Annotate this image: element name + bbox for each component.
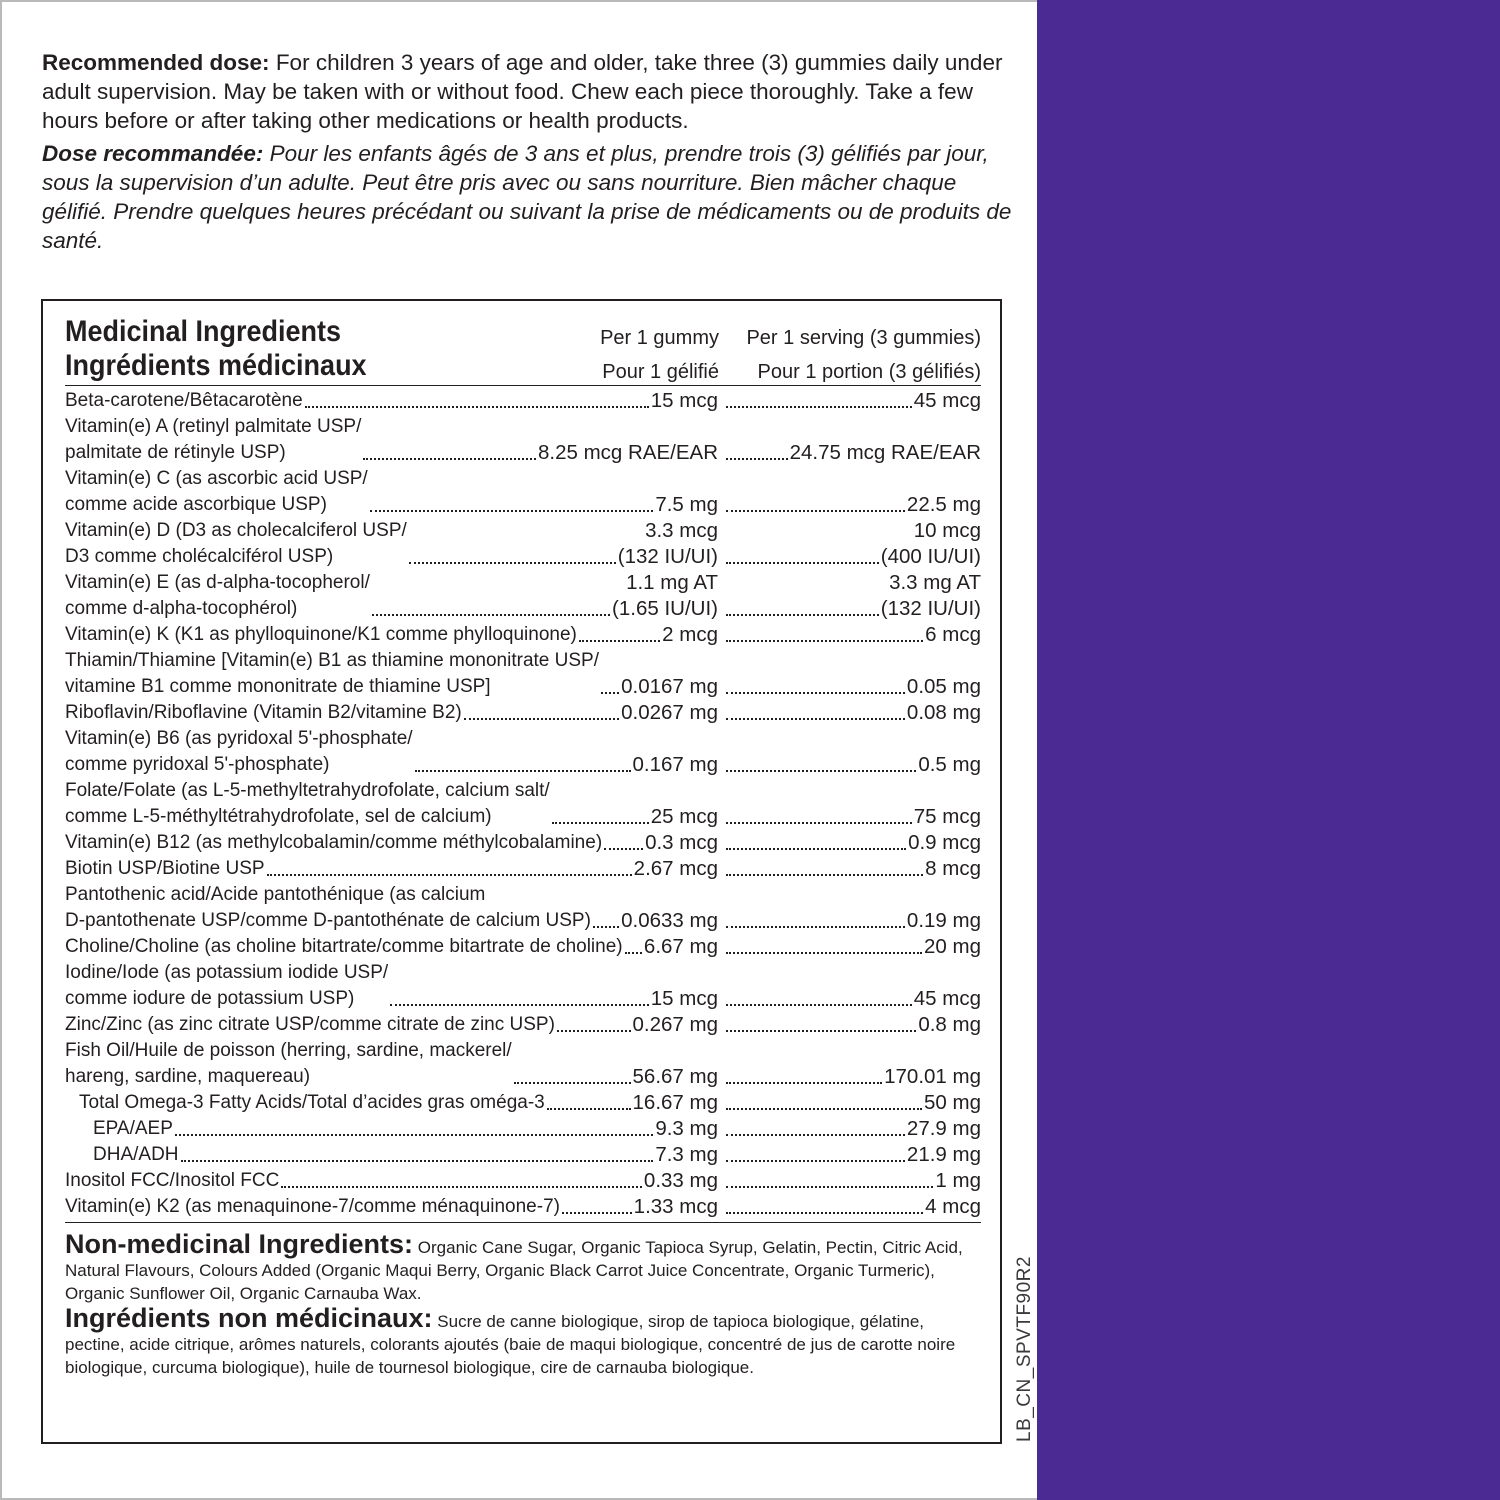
ingredient-row — [65, 466, 981, 518]
amount-per-serving: 8 mcg — [925, 857, 981, 880]
ingredient-name: Riboflavin/Riboflavine (Vitamin B2/vitamine B2) — [65, 702, 462, 723]
ingredient-row — [65, 960, 981, 1012]
dot-leader — [726, 1108, 922, 1110]
ingredient-name: Fish Oil/Huile de poisson (herring, sardine, mackerel/ hareng, sardine, maquereau) — [65, 1040, 512, 1087]
dot-leader — [726, 692, 905, 694]
ingredient-name: EPA/AEP — [93, 1118, 173, 1139]
dot-leader — [726, 848, 906, 850]
nonmed-fr — [65, 1303, 981, 1379]
ingredient-name: Zinc/Zinc (as zinc citrate USP/comme citrate de zinc USP) — [65, 1014, 555, 1035]
dot-leader — [726, 510, 905, 512]
dot-leader — [557, 1030, 631, 1032]
amount-per-serving: 45 mcg — [913, 987, 981, 1010]
ingredient-row — [65, 882, 981, 934]
amount-per-gummy: 0.167 mg — [632, 753, 718, 776]
amount-per-gummy: 3.3 mcg (132 IU/UI) — [617, 519, 718, 568]
dose-fr-heading: Dose recommandée: — [42, 141, 264, 166]
amount-per-serving: 75 mcg — [913, 805, 981, 828]
dose-en — [42, 48, 1017, 135]
dot-leader — [726, 952, 922, 954]
dot-leader — [726, 1186, 933, 1188]
dot-leader — [370, 510, 654, 512]
amount-per-serving: 0.05 mg — [906, 675, 981, 698]
ingredient-row — [65, 1012, 981, 1038]
amount-per-gummy: 16.67 mg — [632, 1091, 718, 1114]
ingredient-name: Vitamin(e) D (D3 as cholecalciferol USP/ D3 comme cholécalciférol USP) — [65, 520, 407, 567]
ingredient-name: Vitamin(e) K2 (as menaquinone-7/comme ménaquinone-7) — [65, 1196, 560, 1217]
nonmed-en-text: Organic Cane Sugar, Organic Tapioca Syrup, Gelatin, Pectin, Citric Acid, Natural Flavours, Colours Added (Organic Maqui Berry, Organic Black Carrot Juice Concentrate, Organic Turmeric), Organic Sunflower Oil, Organic Carnauba Wax. — [65, 1238, 963, 1303]
ingredient-row — [65, 856, 981, 882]
dot-leader — [726, 640, 923, 642]
dose-fr — [42, 139, 1017, 255]
amount-per-serving: 50 mg — [924, 1091, 981, 1114]
ingredient-name: Vitamin(e) E (as d-alpha-tocopherol/ comme d-alpha-tocophérol) — [65, 572, 370, 619]
ingredient-name: Inositol FCC/Inositol FCC — [65, 1170, 280, 1191]
amount-per-gummy: 7.5 mg — [655, 493, 718, 516]
ingredient-name: Folate/Folate (as L-5-methyltetrahydrofolate, calcium salt/ comme L-5-méthyltétrahydrofolate, sel de calcium) — [65, 780, 550, 827]
dot-leader — [726, 1134, 905, 1136]
dot-leader — [305, 406, 649, 408]
dot-leader — [726, 1004, 912, 1006]
amount-per-gummy: 56.67 mg — [632, 1065, 718, 1088]
column-header-per-gummy — [600, 321, 719, 389]
amount-per-serving: 0.19 mg — [906, 909, 981, 932]
ingredient-rows — [65, 388, 981, 1223]
amount-per-serving: 27.9 mg — [906, 1117, 981, 1140]
dot-leader — [726, 1160, 905, 1162]
dot-leader — [363, 458, 536, 460]
amount-per-gummy: 8.25 mcg RAE/EAR — [537, 441, 718, 464]
ingredient-name: Vitamin(e) B12 (as methylcobalamin/comme méthylcobalamine) — [65, 832, 603, 853]
ingredient-name: Thiamin/Thiamine [Vitamin(e) B1 as thiamine mononitrate USP/ vitamine B1 comme mononitrate de thiamine USP] — [65, 650, 599, 697]
amount-per-gummy: 0.0633 mg — [621, 909, 718, 932]
amount-per-gummy: 0.0167 mg — [621, 675, 718, 698]
ingredient-name: Choline/Choline (as choline bitartrate/comme bitartrate de choline) — [65, 936, 623, 957]
ingredient-row — [65, 414, 981, 466]
dot-leader — [409, 562, 616, 564]
amount-per-gummy: 6.67 mg — [643, 935, 718, 958]
amount-per-gummy: 0.33 mg — [643, 1169, 718, 1192]
ingredient-row — [65, 830, 981, 856]
nonmed-fr-text: Sucre de canne biologique, sirop de tapioca biologique, gélatine, pectine, acide citrique, arômes naturels, colorants ajoutés (baie de maqui biologique, concentré de jus de carotte noire biologique, curcuma biologique), huile de tournesol biologique, cire de carnauba biologique. — [65, 1312, 956, 1377]
ingredient-name: Total Omega-3 Fatty Acids/Total d’acides gras oméga-3 — [79, 1092, 545, 1113]
amount-per-gummy: 2 mcg — [662, 623, 718, 646]
dot-leader — [593, 926, 619, 928]
dot-leader — [726, 718, 905, 720]
non-medicinal-ingredients — [65, 1229, 981, 1379]
title-en: Medicinal Ingredients — [65, 315, 342, 348]
title-fr: Ingrédients médicinaux — [65, 349, 367, 382]
ingredient-row — [65, 1142, 981, 1168]
ingredient-row — [65, 648, 981, 700]
amount-per-serving: 6 mcg — [925, 623, 981, 646]
dose-fr-text: Pour les enfants âgés de 3 ans et plus, prendre trois (3) gélifiés par jour, sous la supervision d’un adulte. Peut être pris avec ou sans nourriture. Bien mâcher chaque gélifié. Prendre quelques heures précédant ou suivant la prise de médicaments ou de produits de santé. — [42, 141, 1012, 253]
amount-per-serving: 4 mcg — [925, 1195, 981, 1218]
ingredient-row — [65, 622, 981, 648]
ingredient-row — [65, 388, 981, 414]
amount-per-serving: 10 mcg (400 IU/UI) — [880, 519, 981, 568]
amount-per-gummy: 0.267 mg — [632, 1013, 718, 1036]
amount-per-gummy: 25 mcg — [650, 805, 718, 828]
ingredient-row — [65, 1168, 981, 1194]
dot-leader — [604, 848, 643, 850]
dot-leader — [726, 614, 879, 616]
ingredient-row — [65, 934, 981, 960]
recommended-dose — [42, 48, 1017, 259]
dot-leader — [562, 1212, 632, 1214]
amount-per-serving: 45 mcg — [913, 389, 981, 412]
dot-leader — [726, 1212, 923, 1214]
amount-per-gummy: 0.0267 mg — [621, 701, 718, 724]
table-title — [65, 315, 367, 383]
ingredient-row — [65, 1194, 981, 1223]
dot-leader — [601, 692, 619, 694]
dot-leader — [579, 640, 660, 642]
amount-per-serving: 0.5 mg — [918, 753, 981, 776]
ingredient-row — [65, 1090, 981, 1116]
dose-en-text: For children 3 years of age and older, take three (3) gummies daily under adult supervision. May be taken with or without food. Chew each piece thoroughly. Take a few hours before or after taking other medications or health products. — [42, 50, 1003, 133]
dot-leader — [726, 874, 923, 876]
amount-per-serving: 1 mg — [935, 1169, 981, 1192]
ingredient-row — [65, 1116, 981, 1142]
dot-leader — [547, 1108, 631, 1110]
dot-leader — [726, 1030, 916, 1032]
amount-per-gummy: 15 mcg — [650, 987, 718, 1010]
dot-leader — [726, 926, 905, 928]
ingredient-row — [65, 518, 981, 570]
col2-en: Per 1 serving (3 gummies) — [746, 327, 981, 349]
nonmed-en — [65, 1229, 981, 1305]
amount-per-serving: 20 mg — [924, 935, 981, 958]
dot-leader — [726, 562, 879, 564]
amount-per-gummy: 0.3 mcg — [645, 831, 718, 854]
amount-per-gummy: 15 mcg — [650, 389, 718, 412]
ingredient-name: DHA/ADH — [93, 1144, 179, 1165]
dot-leader — [726, 1082, 882, 1084]
dot-leader — [726, 770, 916, 772]
dot-leader — [415, 770, 631, 772]
ingredient-row — [65, 1038, 981, 1090]
amount-per-gummy: 1.1 mg AT (1.65 IU/UI) — [612, 571, 718, 620]
label-code: LB_CN_SPVTF90R2 — [1014, 1256, 1035, 1442]
col1-en: Per 1 gummy — [600, 327, 719, 349]
nonmed-fr-heading: Ingrédients non médicinaux: — [65, 1303, 433, 1333]
amount-per-serving: 0.08 mg — [906, 701, 981, 724]
col2-fr: Pour 1 portion (3 gélifiés) — [757, 361, 981, 383]
ingredient-name: Beta-carotene/Bêtacarotène — [65, 390, 303, 411]
ingredient-name: Vitamin(e) C (as ascorbic acid USP/ comme acide ascorbique USP) — [65, 468, 368, 515]
dot-leader — [552, 822, 649, 824]
ingredient-row — [65, 700, 981, 726]
amount-per-serving: 21.9 mg — [906, 1143, 981, 1166]
dot-leader — [372, 614, 610, 616]
amount-per-gummy: 7.3 mg — [655, 1143, 718, 1166]
amount-per-gummy: 2.67 mcg — [633, 857, 718, 880]
dot-leader — [726, 822, 912, 824]
dot-leader — [514, 1082, 631, 1084]
amount-per-serving: 0.8 mg — [918, 1013, 981, 1036]
column-header-per-serving — [746, 321, 981, 389]
amount-per-serving: 170.01 mg — [884, 1065, 981, 1088]
col1-fr: Pour 1 gélifié — [602, 361, 719, 383]
ingredient-row — [65, 570, 981, 622]
amount-per-gummy: 1.33 mcg — [633, 1195, 718, 1218]
amount-per-serving: 24.75 mcg RAE/EAR — [789, 441, 981, 464]
ingredient-name: Vitamin(e) B6 (as pyridoxal 5'-phosphate/ comme pyridoxal 5'-phosphate) — [65, 728, 413, 775]
dot-leader — [726, 458, 788, 460]
purple-panel — [1037, 0, 1500, 1500]
dot-leader — [181, 1160, 654, 1162]
ingredient-name: Vitamin(e) A (retinyl palmitate USP/ palmitate de rétinyle USP) — [65, 416, 362, 463]
ingredient-row — [65, 778, 981, 830]
ingredient-name: Biotin USP/Biotine USP — [65, 858, 265, 879]
table-header — [65, 315, 981, 386]
dot-leader — [267, 874, 632, 876]
ingredient-name: Pantothenic acid/Acide pantothénique (as calcium D-pantothenate USP/comme D-pantothénate de calcium USP) — [65, 884, 591, 931]
dot-leader — [390, 1004, 649, 1006]
amount-per-serving: 3.3 mg AT (132 IU/UI) — [880, 571, 981, 620]
dose-en-heading: Recommended dose: — [42, 50, 270, 75]
dot-leader — [175, 1134, 653, 1136]
ingredient-name: Vitamin(e) K (K1 as phylloquinone/K1 comme phylloquinone) — [65, 624, 577, 645]
amount-per-serving: 22.5 mg — [906, 493, 981, 516]
nonmed-en-heading: Non-medicinal Ingredients: — [65, 1229, 414, 1259]
dot-leader — [726, 406, 912, 408]
amount-per-serving: 0.9 mcg — [908, 831, 981, 854]
dot-leader — [464, 718, 619, 720]
ingredient-name: Iodine/Iode (as potassium iodide USP/ comme iodure de potassium USP) — [65, 962, 389, 1009]
amount-per-gummy: 9.3 mg — [655, 1117, 718, 1140]
medicinal-ingredients-box — [41, 299, 1002, 1444]
dot-leader — [281, 1186, 642, 1188]
dot-leader — [625, 952, 642, 954]
ingredient-row — [65, 726, 981, 778]
